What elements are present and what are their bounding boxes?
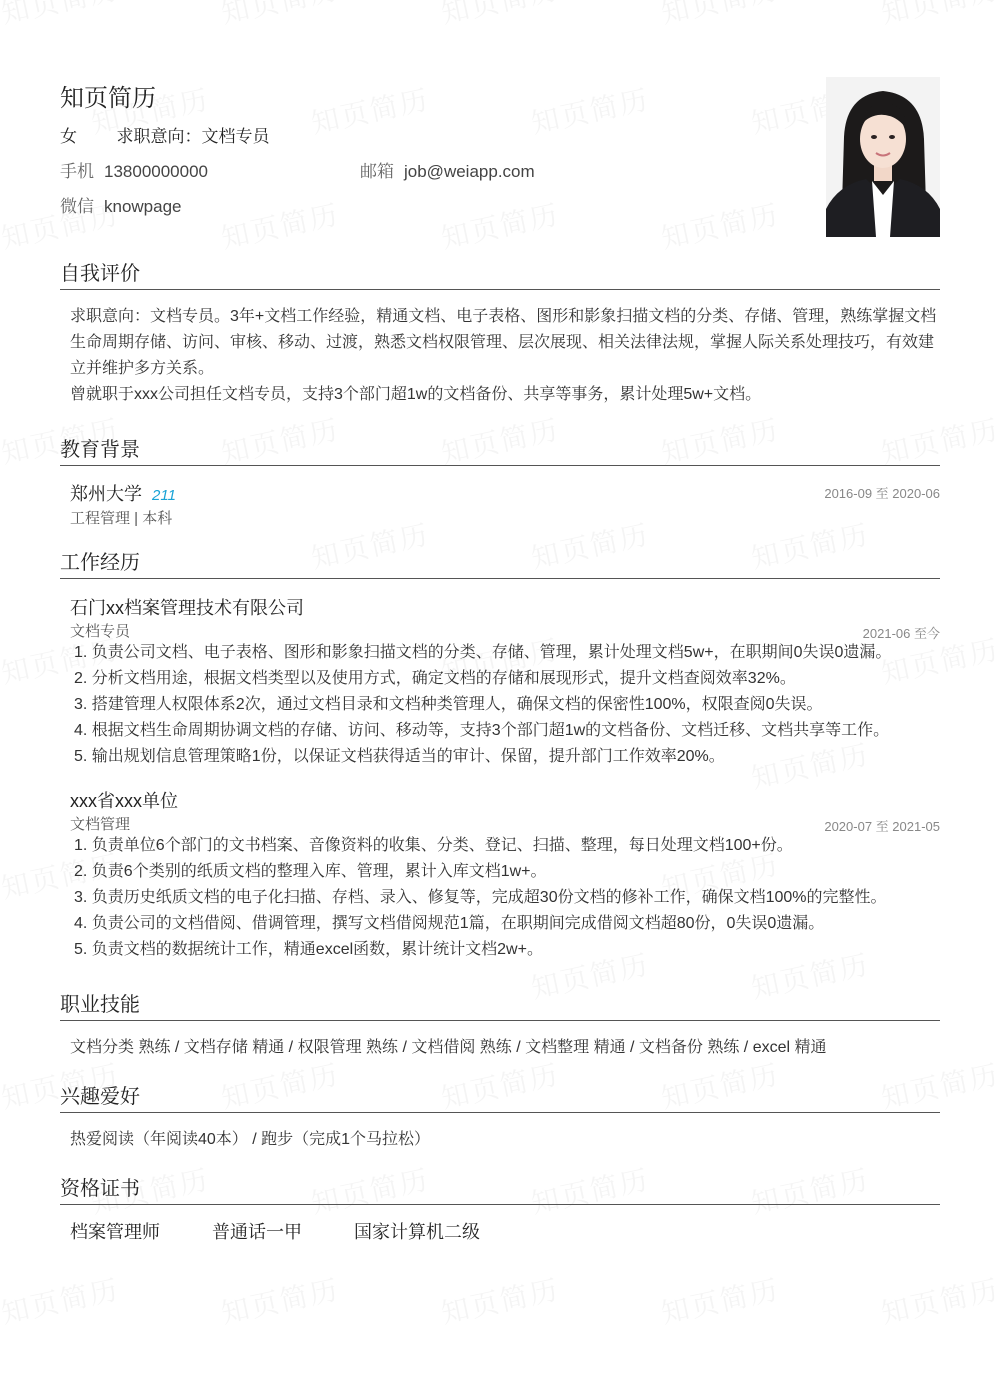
watermark (0, 1268, 123, 1332)
watermark (437, 1268, 563, 1332)
education-major: 工程管理 | 本科 (70, 510, 173, 527)
certificate-item: 档案管理师 (70, 1222, 160, 1242)
section-title-work: 工作经历 (60, 550, 940, 579)
watermark (217, 0, 343, 32)
watermark (657, 1268, 783, 1332)
certificate-item: 国家计算机二级 (354, 1222, 480, 1242)
profile-photo (826, 77, 940, 237)
email-label: 邮箱 (360, 162, 394, 181)
wechat (60, 192, 182, 217)
job-company: xxx省xxx单位 (70, 791, 178, 811)
job-date: 2021-06 至今 (862, 626, 940, 641)
certificate-item: 普通话一甲 (212, 1222, 302, 1242)
gender: 女 (60, 127, 77, 146)
watermark (437, 193, 563, 257)
resume-name: 知页简历 (60, 85, 156, 112)
duty-item: 2. 分析文档用途，根据文档类型以及使用方式，确定文档的存储和展现形式，提升文档查阅效率32%。 (74, 670, 796, 687)
self-eval-text (70, 304, 938, 408)
hobbies-text: 热爱阅读（年阅读40本） / 跑步（完成1个马拉松） (70, 1131, 431, 1148)
certificate-list (70, 1218, 480, 1244)
self-eval-paragraph: 曾就职于xxx公司担任文档专员，支持3个部门超1w的文档备份、共享等事务，累计处理5w+文档。 (70, 386, 762, 403)
job-duties (70, 640, 938, 770)
section-title-skills: 职业技能 (60, 992, 940, 1021)
job-role: 文档管理 (70, 816, 131, 833)
school-tag: 211 (152, 487, 176, 504)
job-duties (70, 833, 938, 963)
education-date: 2016-09 至 2020-06 (824, 486, 940, 501)
watermark (0, 0, 123, 32)
watermark (877, 1268, 1000, 1332)
phone-value: 13800000000 (104, 162, 209, 181)
school-name: 郑州大学 (70, 484, 142, 504)
watermark (877, 0, 1000, 32)
duty-item: 4. 根据文档生命周期协调文档的存储、访问、移动等，支持3个部门超1w的文档备份、文档迁移、文档共享等工作。 (74, 722, 890, 739)
wechat-value: knowpage (104, 197, 182, 216)
job-date: 2020-07 至 2021-05 (824, 819, 940, 834)
duty-item: 1. 负责公司文档、电子表格、图形和影象扫描文档的分类、存储、管理，累计处理文档5w+，在职期间0失误0遗漏。 (74, 644, 892, 661)
duty-item: 5. 负责文档的数据统计工作，精通excel函数，累计统计文档2w+。 (74, 941, 543, 958)
school (70, 480, 176, 506)
watermark (437, 0, 563, 32)
phone (60, 157, 208, 182)
duty-item: 3. 搭建管理人权限体系2次，通过文档目录和文档种类管理人，确保文档的保密性100%，权限查阅0失误。 (74, 696, 823, 713)
phone-label: 手机 (60, 162, 94, 181)
job-intent-label: 求职意向： (116, 127, 202, 146)
section-title-certificates: 资格证书 (60, 1176, 940, 1205)
duty-item: 3. 负责历史纸质文档的电子化扫描、存档、录入、修复等，完成超30份文档的修补工作，确保文档100%的完整性。 (74, 889, 887, 906)
wechat-label: 微信 (60, 197, 94, 216)
watermark (657, 193, 783, 257)
skills-text: 文档分类 熟练 / 文档存储 精通 / 权限管理 熟练 / 文档借阅 熟练 / 文档整理 精通 / 文档备份 熟练 / excel 精通 (70, 1039, 827, 1056)
section-title-hobbies: 兴趣爱好 (60, 1084, 940, 1113)
email (360, 157, 535, 182)
self-eval-paragraph: 求职意向：文档专员。3年+文档工作经验，精通文档、电子表格、图形和影象扫描文档的分类、存储、管理，熟练掌握文档生命周期存储、访问、审核、移动、过渡，熟悉文档权限管理、层次展现、相关法律法规，掌握人际关系处理技巧，有效建立并维护多方关系。 (70, 308, 937, 377)
job-role: 文档专员 (70, 623, 131, 640)
email-value: job@weiapp.com (404, 162, 535, 181)
watermark (307, 78, 433, 142)
duty-item: 1. 负责单位6个部门的文书档案、音像资料的收集、分类、登记、扫描、整理，每日处理文档100+份。 (74, 837, 793, 854)
job-intent-value: 文档专员 (201, 127, 270, 146)
watermark (217, 1268, 343, 1332)
gender-intent-line (60, 122, 269, 147)
duty-item: 2. 负责6个类别的纸质文档的整理入库、管理，累计入库文档1w+。 (74, 863, 547, 880)
watermark (217, 193, 343, 257)
watermark (527, 78, 653, 142)
portrait-image (826, 77, 940, 237)
section-title-self-eval: 自我评价 (60, 261, 940, 290)
duty-item: 5. 输出规划信息管理策略1份，以保证文档获得适当的审计、保留，提升部门工作效率20%。 (74, 748, 725, 765)
duty-item: 4. 负责公司的文档借阅、借调管理，撰写文档借阅规范1篇，在职期间完成借阅文档超80份，0失误0遗漏。 (74, 915, 825, 932)
watermark (657, 0, 783, 32)
job-company: 石门xx档案管理技术有限公司 (70, 598, 304, 618)
section-title-education: 教育背景 (60, 437, 940, 466)
